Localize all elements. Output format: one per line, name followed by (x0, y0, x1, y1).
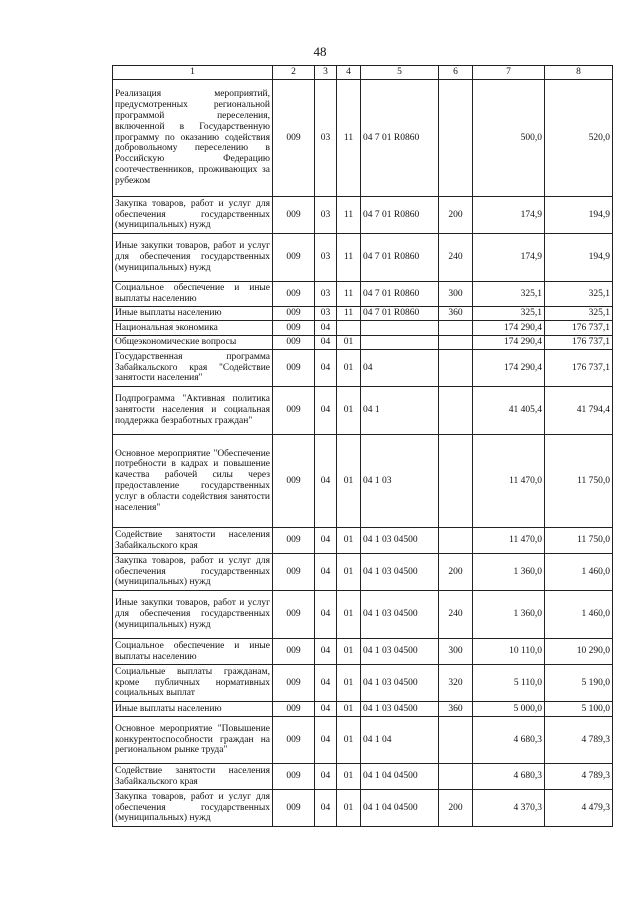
row-label: Национальная экономика (113, 321, 273, 336)
expense-type (439, 336, 473, 350)
target-article: 04 1 03 04500 (361, 665, 439, 702)
amount-year-2: 11 750,0 (545, 435, 613, 528)
gov-code: 009 (273, 387, 315, 435)
subsection-code: 11 (337, 307, 361, 321)
target-article (361, 321, 439, 336)
subsection-code: 01 (337, 350, 361, 387)
amount-year-2: 520,0 (545, 80, 613, 197)
amount-year-1: 11 470,0 (473, 435, 545, 528)
subsection-code: 11 (337, 234, 361, 282)
gov-code: 009 (273, 702, 315, 717)
section-code: 04 (315, 554, 337, 591)
expense-type: 360 (439, 702, 473, 717)
amount-year-2: 4 479,3 (545, 790, 613, 827)
gov-code: 009 (273, 336, 315, 350)
expense-type: 200 (439, 554, 473, 591)
table-body (113, 80, 613, 827)
expense-type: 240 (439, 234, 473, 282)
header-cell: 5 (361, 66, 439, 80)
amount-year-1: 174,9 (473, 197, 545, 234)
gov-code: 009 (273, 554, 315, 591)
expense-type: 200 (439, 790, 473, 827)
target-article: 04 7 01 R0860 (361, 197, 439, 234)
section-code: 03 (315, 197, 337, 234)
row-label: Иные закупки товаров, работ и услуг для обеспечения государственных (муниципальных) нужд (113, 591, 273, 639)
row-label: Иные выплаты населению (113, 702, 273, 717)
target-article: 04 1 03 04500 (361, 591, 439, 639)
table-row (113, 717, 613, 764)
section-code: 03 (315, 282, 337, 307)
row-label: Иные закупки товаров, работ и услуг для обеспечения государственных (муниципальных) нужд (113, 234, 273, 282)
table-row (113, 790, 613, 827)
row-label: Основное мероприятие "Обеспечение потребности в кадрах и повышение качества рабочей силы через предоставление государственных услуг в области содействия занятости населения" (113, 435, 273, 528)
row-label: Содействие занятости населения Забайкальского края (113, 764, 273, 790)
section-code: 04 (315, 321, 337, 336)
amount-year-1: 4 370,3 (473, 790, 545, 827)
subsection-code: 01 (337, 665, 361, 702)
row-label: Социальное обеспечение и иные выплаты населению (113, 639, 273, 665)
budget-table (112, 65, 613, 827)
table-row (113, 387, 613, 435)
amount-year-1: 500,0 (473, 80, 545, 197)
header-cell: 1 (113, 66, 273, 80)
table-row (113, 591, 613, 639)
target-article: 04 1 04 04500 (361, 790, 439, 827)
gov-code: 009 (273, 307, 315, 321)
row-label: Закупка товаров, работ и услуг для обеспечения государственных (муниципальных) нужд (113, 197, 273, 234)
gov-code: 009 (273, 639, 315, 665)
row-label: Содействие занятости населения Забайкальского края (113, 528, 273, 554)
amount-year-1: 5 000,0 (473, 702, 545, 717)
subsection-code: 11 (337, 80, 361, 197)
section-code: 03 (315, 307, 337, 321)
section-code: 04 (315, 639, 337, 665)
section-code: 04 (315, 790, 337, 827)
amount-year-1: 4 680,3 (473, 764, 545, 790)
section-code: 04 (315, 717, 337, 764)
target-article: 04 1 04 04500 (361, 764, 439, 790)
section-code: 03 (315, 234, 337, 282)
subsection-code: 11 (337, 197, 361, 234)
subsection-code: 01 (337, 554, 361, 591)
amount-year-2: 194,9 (545, 234, 613, 282)
expense-type: 320 (439, 665, 473, 702)
amount-year-2: 176 737,1 (545, 336, 613, 350)
section-code: 04 (315, 764, 337, 790)
target-article: 04 1 03 04500 (361, 528, 439, 554)
amount-year-1: 11 470,0 (473, 528, 545, 554)
expense-type (439, 80, 473, 197)
subsection-code: 01 (337, 790, 361, 827)
subsection-code: 01 (337, 528, 361, 554)
amount-year-2: 41 794,4 (545, 387, 613, 435)
row-label: Закупка товаров, работ и услуг для обеспечения государственных (муниципальных) нужд (113, 790, 273, 827)
table-row (113, 197, 613, 234)
subsection-code: 11 (337, 282, 361, 307)
amount-year-2: 194,9 (545, 197, 613, 234)
section-code: 04 (315, 350, 337, 387)
expense-type (439, 435, 473, 528)
amount-year-1: 174 290,4 (473, 350, 545, 387)
amount-year-1: 1 360,0 (473, 554, 545, 591)
expense-type (439, 350, 473, 387)
expense-type: 360 (439, 307, 473, 321)
amount-year-1: 174 290,4 (473, 321, 545, 336)
target-article: 04 1 03 04500 (361, 554, 439, 591)
expense-type (439, 528, 473, 554)
section-code: 03 (315, 80, 337, 197)
target-article: 04 1 03 04500 (361, 702, 439, 717)
amount-year-2: 325,1 (545, 282, 613, 307)
amount-year-1: 10 110,0 (473, 639, 545, 665)
gov-code: 009 (273, 665, 315, 702)
expense-type (439, 764, 473, 790)
header-row (113, 66, 613, 80)
row-label: Закупка товаров, работ и услуг для обеспечения государственных (муниципальных) нужд (113, 554, 273, 591)
table-row (113, 321, 613, 336)
amount-year-1: 4 680,3 (473, 717, 545, 764)
subsection-code: 01 (337, 591, 361, 639)
expense-type: 200 (439, 197, 473, 234)
target-article: 04 1 03 (361, 435, 439, 528)
expense-type (439, 387, 473, 435)
section-code: 04 (315, 387, 337, 435)
expense-type (439, 717, 473, 764)
subsection-code: 01 (337, 336, 361, 350)
gov-code: 009 (273, 234, 315, 282)
gov-code: 009 (273, 282, 315, 307)
target-article: 04 1 03 04500 (361, 639, 439, 665)
table-row (113, 702, 613, 717)
gov-code: 009 (273, 350, 315, 387)
expense-type (439, 321, 473, 336)
subsection-code: 01 (337, 702, 361, 717)
expense-type: 300 (439, 282, 473, 307)
target-article: 04 7 01 R0860 (361, 80, 439, 197)
subsection-code: 01 (337, 435, 361, 528)
gov-code: 009 (273, 197, 315, 234)
target-article (361, 336, 439, 350)
section-code: 04 (315, 435, 337, 528)
expense-type: 240 (439, 591, 473, 639)
row-label: Подпрограмма "Активная политика занятости населения и социальная поддержка безработных граждан" (113, 387, 273, 435)
amount-year-2: 176 737,1 (545, 321, 613, 336)
table-row (113, 80, 613, 197)
row-label: Социальное обеспечение и иные выплаты населению (113, 282, 273, 307)
target-article: 04 7 01 R0860 (361, 307, 439, 321)
amount-year-2: 1 460,0 (545, 591, 613, 639)
subsection-code: 01 (337, 387, 361, 435)
amount-year-2: 1 460,0 (545, 554, 613, 591)
amount-year-2: 325,1 (545, 307, 613, 321)
row-label: Общеэкономические вопросы (113, 336, 273, 350)
header-cell: 3 (315, 66, 337, 80)
table-row (113, 554, 613, 591)
amount-year-1: 41 405,4 (473, 387, 545, 435)
section-code: 04 (315, 591, 337, 639)
header-cell: 7 (473, 66, 545, 80)
gov-code: 009 (273, 591, 315, 639)
subsection-code: 01 (337, 639, 361, 665)
expense-type: 300 (439, 639, 473, 665)
row-label: Иные выплаты населению (113, 307, 273, 321)
row-label: Основное мероприятие "Повышение конкурентоспособности граждан на региональном рынке труда" (113, 717, 273, 764)
table-row (113, 234, 613, 282)
row-label: Реализация мероприятий, предусмотренных региональной программой переселения, включенной в Государственную программу по оказанию содействия добровольному переселению в Российскую Федерацию соотечественников, проживающих за рубежом (113, 80, 273, 197)
amount-year-1: 174 290,4 (473, 336, 545, 350)
header-cell: 6 (439, 66, 473, 80)
gov-code: 009 (273, 790, 315, 827)
table-row (113, 528, 613, 554)
gov-code: 009 (273, 321, 315, 336)
row-label: Государственная программа Забайкальского края "Содействие занятости населения" (113, 350, 273, 387)
target-article: 04 7 01 R0860 (361, 282, 439, 307)
target-article: 04 (361, 350, 439, 387)
table-row (113, 282, 613, 307)
section-code: 04 (315, 702, 337, 717)
amount-year-2: 176 737,1 (545, 350, 613, 387)
amount-year-2: 5 190,0 (545, 665, 613, 702)
header-cell: 2 (273, 66, 315, 80)
gov-code: 009 (273, 528, 315, 554)
gov-code: 009 (273, 717, 315, 764)
table-row (113, 665, 613, 702)
amount-year-1: 174,9 (473, 234, 545, 282)
target-article: 04 7 01 R0860 (361, 234, 439, 282)
table-row (113, 336, 613, 350)
gov-code: 009 (273, 764, 315, 790)
section-code: 04 (315, 528, 337, 554)
table-row (113, 435, 613, 528)
subsection-code: 01 (337, 764, 361, 790)
page-number: 48 (313, 44, 327, 59)
section-code: 04 (315, 336, 337, 350)
subsection-code: 01 (337, 717, 361, 764)
subsection-code (337, 321, 361, 336)
amount-year-1: 325,1 (473, 282, 545, 307)
amount-year-1: 1 360,0 (473, 591, 545, 639)
amount-year-2: 5 100,0 (545, 702, 613, 717)
gov-code: 009 (273, 80, 315, 197)
amount-year-2: 4 789,3 (545, 717, 613, 764)
gov-code: 009 (273, 435, 315, 528)
target-article: 04 1 (361, 387, 439, 435)
header-cell: 4 (337, 66, 361, 80)
table-row (113, 307, 613, 321)
amount-year-2: 11 750,0 (545, 528, 613, 554)
target-article: 04 1 04 (361, 717, 439, 764)
amount-year-2: 4 789,3 (545, 764, 613, 790)
table-row (113, 764, 613, 790)
amount-year-2: 10 290,0 (545, 639, 613, 665)
header-cell: 8 (545, 66, 613, 80)
table-row (113, 639, 613, 665)
table-row (113, 350, 613, 387)
amount-year-1: 325,1 (473, 307, 545, 321)
section-code: 04 (315, 665, 337, 702)
row-label: Социальные выплаты гражданам, кроме публичных нормативных социальных выплат (113, 665, 273, 702)
amount-year-1: 5 110,0 (473, 665, 545, 702)
